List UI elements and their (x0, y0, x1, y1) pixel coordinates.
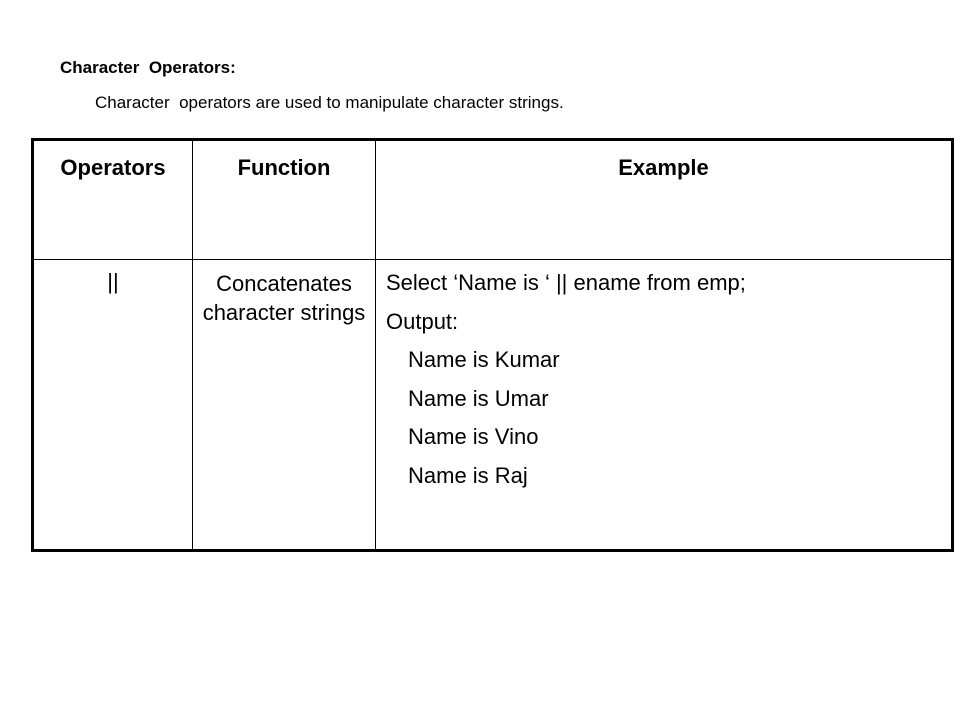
example-output-line: Name is Vino (408, 424, 539, 449)
column-header-operators: Operators (33, 140, 193, 260)
example-output-line: Name is Umar (408, 385, 549, 411)
table-header-row (33, 140, 953, 260)
section-heading: Character Operators: (60, 58, 236, 77)
operators-table (31, 138, 954, 552)
function-cell: Concatenates character strings (193, 260, 376, 551)
table-row (33, 260, 953, 551)
section-description: Character operators are used to manipulate character strings. (95, 93, 564, 112)
column-header-example: Example (376, 140, 953, 260)
example-output-label: Output: (386, 308, 459, 334)
example-query: Select ‘Name is ‘ || ename from emp; (386, 270, 746, 295)
operator-cell: || (33, 260, 193, 551)
example-output-line: Name is Raj (408, 462, 528, 488)
example-cell (376, 260, 953, 551)
example-output-line: Name is Kumar (408, 347, 560, 372)
column-header-function: Function (193, 140, 376, 260)
